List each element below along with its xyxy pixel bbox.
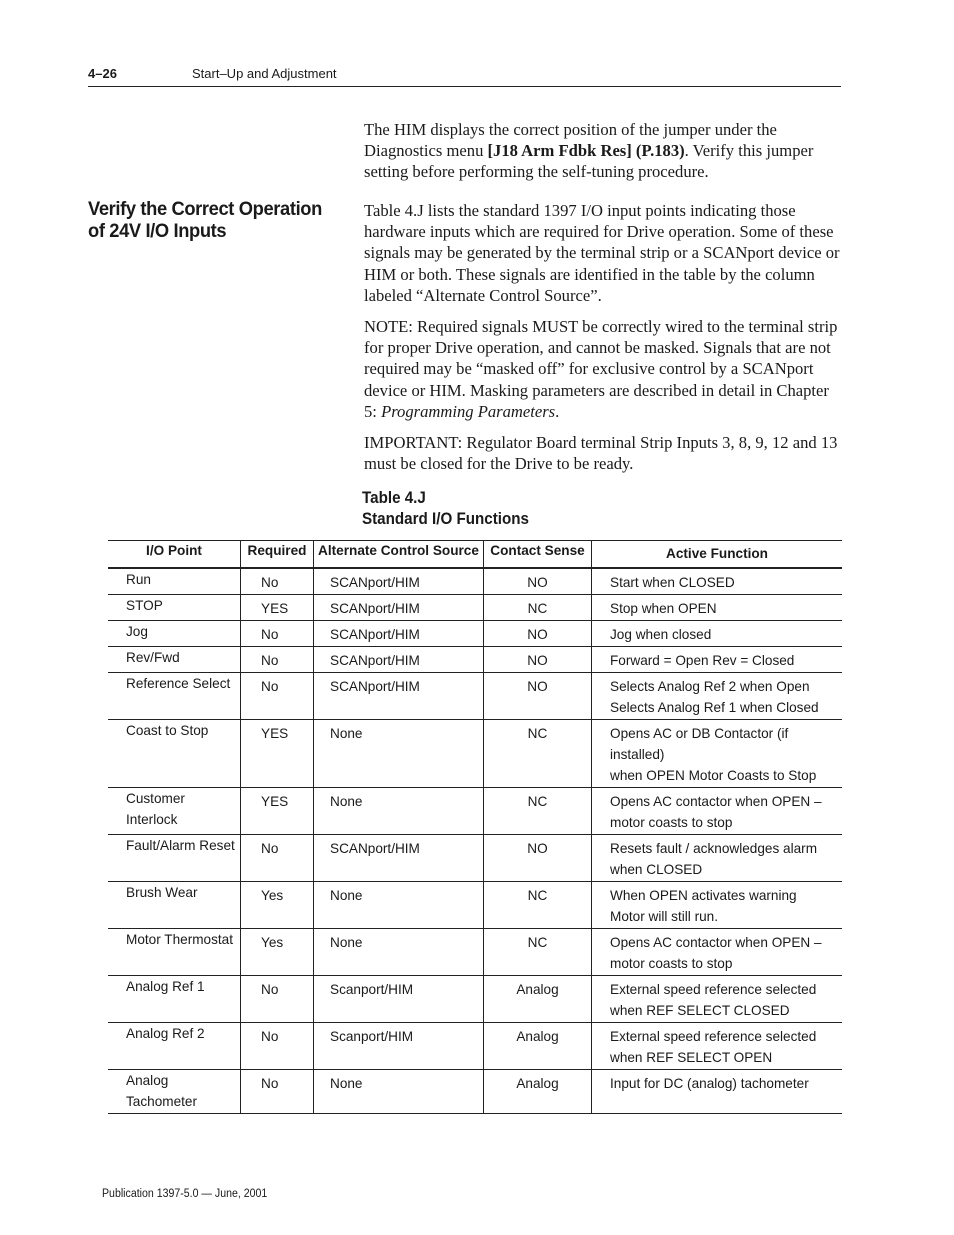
active-function-cell-line: External speed reference selected: [610, 982, 817, 997]
table-row: [108, 673, 842, 720]
alt-source-cell-line: None: [330, 888, 363, 903]
required-cell-line: No: [261, 1029, 279, 1044]
table-row: [108, 835, 842, 882]
io-point-cell-line: Analog Ref 2: [126, 1026, 205, 1041]
io-point-cell: [108, 976, 241, 1023]
alt-source-cell-line: SCANport/HIM: [330, 841, 420, 856]
active-function-cell: [592, 835, 843, 882]
io-point-cell-line: Reference Select: [126, 676, 231, 691]
io-point-cell-line: Customer: [126, 791, 185, 806]
table-row: [108, 1023, 842, 1070]
active-function-cell: [592, 1023, 843, 1070]
active-function-cell-line: Selects Analog Ref 2 when Open: [610, 679, 810, 694]
required-cell-line: No: [261, 982, 279, 997]
parameter-reference: [J18 Arm Fdbk Res] (P.183): [487, 141, 685, 161]
active-function-cell-line: Start when CLOSED: [610, 575, 735, 590]
alt-source-cell-line: SCANport/HIM: [330, 601, 420, 616]
contact-sense-cell-line: NO: [527, 841, 548, 856]
active-function-cell-line: motor coasts to stop: [610, 815, 733, 830]
contact-sense-cell: [484, 568, 592, 595]
required-cell: [241, 929, 314, 976]
io-point-cell: [108, 673, 241, 720]
io-point-cell: [108, 835, 241, 882]
active-function-cell-line: External speed reference selected: [610, 1029, 817, 1044]
alt-source-cell-line: None: [330, 794, 363, 809]
io-point-cell-line: Coast to Stop: [126, 723, 209, 738]
paragraph-text: .: [555, 401, 560, 421]
contact-sense-cell-line: Analog: [516, 1076, 559, 1091]
paragraph-important: IMPORTANT: Regulator Board terminal Strip Inputs 3, 8, 9, 12 and 13 must be closed for the Drive to be ready.: [364, 433, 838, 474]
active-function-cell: [592, 788, 843, 835]
alt-source-cell: [314, 621, 484, 647]
alt-source-cell-line: SCANport/HIM: [330, 627, 420, 642]
io-point-cell-line: Rev/Fwd: [126, 650, 180, 665]
contact-sense-cell-line: Analog: [516, 1029, 559, 1044]
paragraph-table-intro: Table 4.J lists the standard 1397 I/O input points indicating those hardware inputs which are required for Drive operation. Some of these signals may be generated by the terminal strip or a SCANport device or HIM or both. These signals are identified in the table by the column labeled “Alternate Control Source”.: [364, 201, 840, 305]
required-cell-line: No: [261, 627, 279, 642]
active-function-cell: [592, 673, 843, 720]
active-function-cell-line: when CLOSED: [610, 862, 703, 877]
alt-source-cell: [314, 1070, 484, 1114]
alt-source-cell-line: SCANport/HIM: [330, 679, 420, 694]
contact-sense-cell: [484, 835, 592, 882]
chapter-reference: Programming Parameters: [381, 401, 556, 421]
required-cell-line: No: [261, 653, 279, 668]
table-row: [108, 647, 842, 673]
required-cell: [241, 882, 314, 929]
page-number: 4–26: [88, 66, 117, 81]
io-point-cell-line: STOP: [126, 598, 163, 613]
paragraph-text: NOTE: Required signals MUST be correctly wired to the terminal strip for proper Drive operation, and cannot be masked. Signals that are not required may be “masked off” for exclusive control by a SCANport device or HIM. Masking parameters are described in detail in Chapter 5:: [364, 317, 838, 421]
table-row: [108, 595, 842, 621]
contact-sense-cell-line: NO: [527, 627, 548, 642]
active-function-cell: [592, 1070, 843, 1114]
alt-source-cell: [314, 835, 484, 882]
paragraph-text: . Verify this jumper setting before performing the self-tuning procedure.: [364, 141, 814, 182]
required-cell-line: Yes: [261, 888, 284, 903]
footer-publication: Publication 1397-5.0 — June, 2001: [102, 1188, 268, 1200]
alt-source-cell: [314, 595, 484, 621]
required-cell: [241, 1023, 314, 1070]
contact-sense-cell-line: NC: [527, 601, 548, 616]
alt-source-cell: [314, 976, 484, 1023]
table-row: [108, 929, 842, 976]
contact-sense-cell-line: NC: [527, 726, 548, 741]
table-row: [108, 882, 842, 929]
active-function-cell-line: when REF SELECT CLOSED: [610, 1003, 790, 1018]
table-row: [108, 720, 842, 788]
required-cell-line: No: [261, 679, 279, 694]
active-function-cell-line: Resets fault / acknowledges alarm: [610, 841, 818, 856]
required-cell-line: No: [261, 841, 279, 856]
io-point-cell-line: Motor Thermostat: [126, 932, 234, 947]
contact-sense-cell-line: NO: [527, 575, 548, 590]
active-function-cell: [592, 647, 843, 673]
contact-sense-cell: [484, 882, 592, 929]
alt-source-cell-line: None: [330, 935, 363, 950]
required-cell: [241, 595, 314, 621]
io-point-cell: [108, 1023, 241, 1070]
active-function-cell-line: Opens AC contactor when OPEN –: [610, 794, 822, 809]
active-function-cell-line: motor coasts to stop: [610, 956, 733, 971]
contact-sense-cell: [484, 788, 592, 835]
alt-source-cell: [314, 647, 484, 673]
io-point-cell-line: Brush Wear: [126, 885, 198, 900]
contact-sense-cell-line: NC: [527, 794, 548, 809]
io-point-cell: [108, 1070, 241, 1114]
active-function-cell-line: Motor will still run.: [610, 909, 719, 924]
contact-sense-cell: [484, 976, 592, 1023]
active-function-cell: [592, 720, 843, 788]
active-function-cell: [592, 621, 843, 647]
active-function-cell: [592, 882, 843, 929]
active-function-cell-line: Opens AC contactor when OPEN –: [610, 935, 822, 950]
header-active-function: Active Function: [592, 541, 843, 569]
active-function-cell-line: when OPEN Motor Coasts to Stop: [610, 768, 817, 783]
header-required: Required: [241, 541, 314, 569]
alt-source-cell: [314, 720, 484, 788]
contact-sense-cell-line: Analog: [516, 982, 559, 997]
io-point-cell: [108, 720, 241, 788]
alt-source-cell-line: Scanport/HIM: [330, 982, 414, 997]
required-cell: [241, 1070, 314, 1114]
contact-sense-cell: [484, 720, 592, 788]
required-cell: [241, 835, 314, 882]
io-point-cell: [108, 595, 241, 621]
io-point-cell: [108, 788, 241, 835]
active-function-cell-line: Forward = Open Rev = Closed: [610, 653, 795, 668]
active-function-cell: [592, 595, 843, 621]
alt-source-cell: [314, 1023, 484, 1070]
active-function-cell-line: When OPEN activates warning: [610, 888, 797, 903]
chapter-title: Start–Up and Adjustment: [192, 66, 337, 81]
table-row: [108, 1070, 842, 1114]
alt-source-cell-line: None: [330, 1076, 363, 1091]
io-point-cell-line: Jog: [126, 624, 148, 639]
required-cell: [241, 621, 314, 647]
io-functions-table: [108, 540, 842, 1114]
active-function-cell-line: Input for DC (analog) tachometer: [610, 1076, 809, 1091]
active-function-cell: [592, 929, 843, 976]
alt-source-cell: [314, 568, 484, 595]
contact-sense-cell: [484, 929, 592, 976]
table-row: [108, 976, 842, 1023]
required-cell-line: No: [261, 1076, 279, 1091]
active-function-cell-line: Selects Analog Ref 1 when Closed: [610, 700, 819, 715]
alt-source-cell-line: Scanport/HIM: [330, 1029, 414, 1044]
required-cell: [241, 788, 314, 835]
io-point-cell: [108, 929, 241, 976]
io-point-cell-line: Fault/Alarm Reset: [126, 838, 235, 853]
required-cell: [241, 720, 314, 788]
alt-source-cell-line: SCANport/HIM: [330, 653, 420, 668]
required-cell: [241, 673, 314, 720]
active-function-cell-line: Stop when OPEN: [610, 601, 717, 616]
required-cell: [241, 976, 314, 1023]
required-cell-line: YES: [261, 726, 289, 741]
paragraph-jumper: [364, 119, 842, 183]
contact-sense-cell-line: NO: [527, 653, 548, 668]
contact-sense-cell: [484, 621, 592, 647]
table-number: Table 4.J: [362, 489, 426, 507]
io-point-cell-line: Interlock: [126, 812, 178, 827]
alt-source-cell: [314, 882, 484, 929]
table-header-row: [108, 541, 842, 569]
active-function-cell-line: Opens AC or DB Contactor (if installed): [610, 726, 789, 762]
contact-sense-cell: [484, 1070, 592, 1114]
table-title: Standard I/O Functions: [362, 510, 529, 528]
table-row: [108, 788, 842, 835]
required-cell-line: Yes: [261, 935, 284, 950]
active-function-cell-line: when REF SELECT OPEN: [610, 1050, 773, 1065]
active-function-cell: [592, 568, 843, 595]
required-cell-line: YES: [261, 601, 289, 616]
required-cell: [241, 647, 314, 673]
alt-source-cell: [314, 929, 484, 976]
paragraph-note: [364, 316, 842, 422]
io-point-cell-line: Analog Tachometer: [126, 1073, 198, 1109]
contact-sense-cell: [484, 673, 592, 720]
table-caption: [362, 488, 529, 530]
io-point-cell-line: Analog Ref 1: [126, 979, 205, 994]
required-cell-line: No: [261, 575, 279, 590]
io-point-cell: [108, 621, 241, 647]
active-function-cell: [592, 976, 843, 1023]
contact-sense-cell-line: NC: [527, 888, 548, 903]
alt-source-cell: [314, 673, 484, 720]
required-cell: [241, 568, 314, 595]
paragraph-text: The HIM displays the correct position of the jumper under the Diagnostics menu: [364, 120, 777, 161]
header-contact-sense: Contact Sense: [484, 541, 592, 569]
io-point-cell-line: Run: [126, 572, 151, 587]
alt-source-cell: [314, 788, 484, 835]
io-point-cell: [108, 568, 241, 595]
header-io-point: I/O Point: [108, 541, 241, 569]
contact-sense-cell-line: NO: [527, 679, 548, 694]
alt-source-cell-line: SCANport/HIM: [330, 575, 420, 590]
section-title: Verify the Correct Operation of 24V I/O Inputs: [88, 198, 322, 242]
io-point-cell: [108, 882, 241, 929]
table-body: [108, 568, 842, 1114]
page-header: [88, 64, 841, 87]
contact-sense-cell: [484, 595, 592, 621]
io-point-cell: [108, 647, 241, 673]
required-cell-line: YES: [261, 794, 289, 809]
contact-sense-cell: [484, 647, 592, 673]
table-row: [108, 568, 842, 595]
header-alt-source: Alternate Control Source: [314, 541, 484, 569]
alt-source-cell-line: None: [330, 726, 363, 741]
table-row: [108, 621, 842, 647]
contact-sense-cell-line: NC: [527, 935, 548, 950]
contact-sense-cell: [484, 1023, 592, 1070]
active-function-cell-line: Jog when closed: [610, 627, 712, 642]
